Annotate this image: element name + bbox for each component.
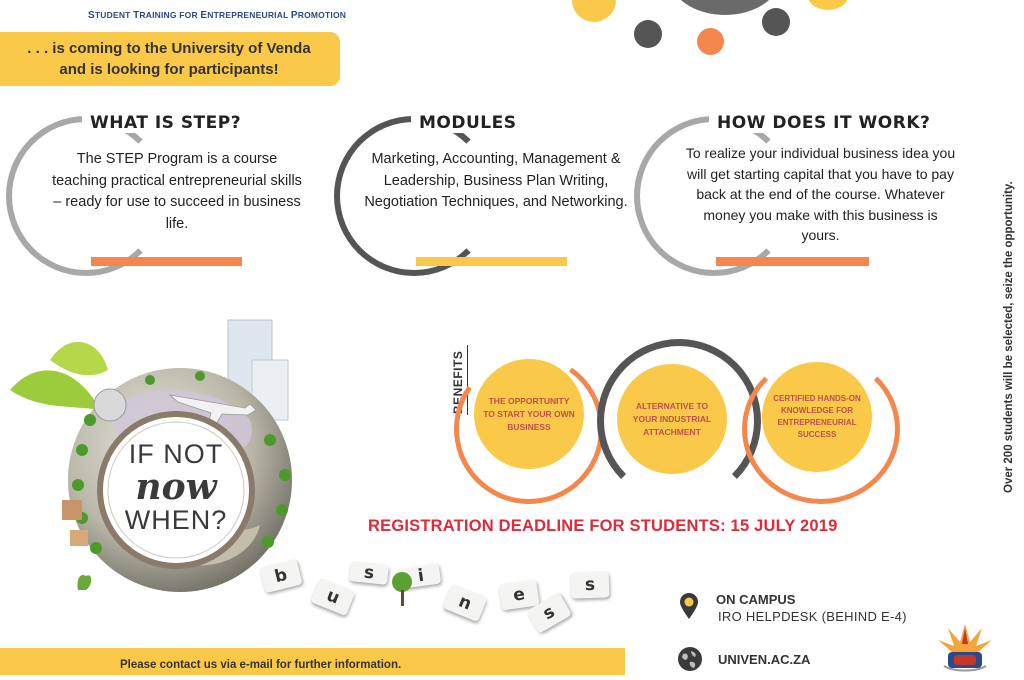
tile-b: b — [259, 559, 302, 593]
slogan-line-3: WHEN? — [124, 505, 228, 535]
selection-note: Over 200 students will be selected, seize the opportunity. — [1003, 181, 1015, 493]
contact-note: Please contact us via e-mail for further information. — [120, 659, 402, 671]
how-title: HOW DOES IT WORK? — [709, 113, 938, 133]
modules-body: Marketing, Accounting, Management & Leadership, Business Plan Writing, Negotiation Techniques, and Networking. — [364, 151, 628, 210]
satellite-dish — [94, 389, 126, 421]
benefit-1-text: THE OPPORTUNITY TO START YOUR OWN BUSINESS — [483, 395, 575, 432]
program-name-part: T — [133, 10, 140, 21]
tile-e: e — [498, 579, 539, 610]
dot-grey-2 — [762, 8, 790, 36]
modules-title: MODULES — [411, 113, 524, 133]
what-body: The STEP Program is a course teaching practical entrepreneurial skills – ready for use to succeed in business life. — [52, 151, 302, 232]
what-title: WHAT IS STEP? — [82, 113, 249, 133]
tree-bottom — [77, 575, 91, 590]
location-title: ON CAMPUS — [716, 592, 796, 607]
banner-text — [0, 38, 338, 80]
banner-line-2: and is looking for participants! — [59, 61, 279, 78]
what-bar — [91, 257, 242, 266]
program-name-part: TUDENT — [94, 10, 134, 20]
dot-orange-1 — [697, 28, 724, 55]
tile-s-1: s — [349, 561, 389, 585]
location-detail: IRO HELPDESK (BEHIND E-4) — [718, 609, 907, 624]
small-tree-trunk — [401, 590, 404, 606]
leaf-top — [50, 342, 108, 375]
registration-deadline: REGISTRATION DEADLINE FOR STUDENTS: 15 JULY 2019 — [368, 517, 838, 535]
university-emblem — [934, 620, 996, 680]
slogan-line-1: IF NOT — [128, 439, 224, 469]
program-name-part: ROMOTION — [297, 10, 347, 20]
modules-bar — [416, 257, 567, 266]
banner-line-1: . . . is coming to the University of Venda — [27, 40, 311, 57]
benefit-3-text: CERTIFIED HANDS-ON KNOWLEDGE FOR ENTREPRENEURIAL SUCCESS — [773, 394, 861, 439]
tile-u: u — [311, 578, 356, 616]
dot-yellow-2 — [808, 0, 848, 10]
benefit-1 — [474, 359, 584, 469]
leaf-left — [10, 370, 100, 410]
small-tree — [392, 572, 412, 592]
program-name-part: RAINING FOR — [139, 10, 201, 20]
tile-i: i — [401, 563, 441, 588]
location-pin-icon — [678, 592, 700, 625]
program-name-part: P — [290, 10, 298, 21]
tile-n: n — [443, 584, 488, 622]
dot-grey-big — [670, 0, 780, 15]
slogan-line-2: now — [135, 466, 217, 508]
dot-grey-1 — [634, 20, 662, 48]
slogan — [112, 440, 240, 534]
benefits-label: BENEFITS — [451, 350, 465, 414]
program-name-part: S — [88, 10, 95, 21]
box-crate — [62, 500, 82, 520]
decor-dots — [560, 0, 860, 60]
how-bar — [716, 257, 869, 266]
benefit-2 — [617, 364, 727, 474]
website-link[interactable]: UNIVEN.AC.ZA — [718, 652, 811, 667]
how-body: To realize your individual business idea you will get starting capital that you have to pay back at the end of the course. Whatever money you make with this business is yours. — [685, 145, 956, 243]
globe-icon — [677, 646, 703, 677]
box-crate-2 — [70, 530, 88, 546]
dot-yellow-1 — [572, 0, 616, 22]
program-name-part: E — [200, 10, 208, 21]
program-name-part: NTREPRENEURIAL — [207, 10, 291, 20]
program-name — [88, 10, 346, 21]
benefit-2-text: ALTERNATIVE TO YOUR INDUSTRIAL ATTACHMENT — [632, 400, 712, 437]
tile-s-2: s — [526, 592, 572, 634]
benefit-3 — [762, 362, 872, 472]
tile-s-3: s — [571, 571, 610, 598]
